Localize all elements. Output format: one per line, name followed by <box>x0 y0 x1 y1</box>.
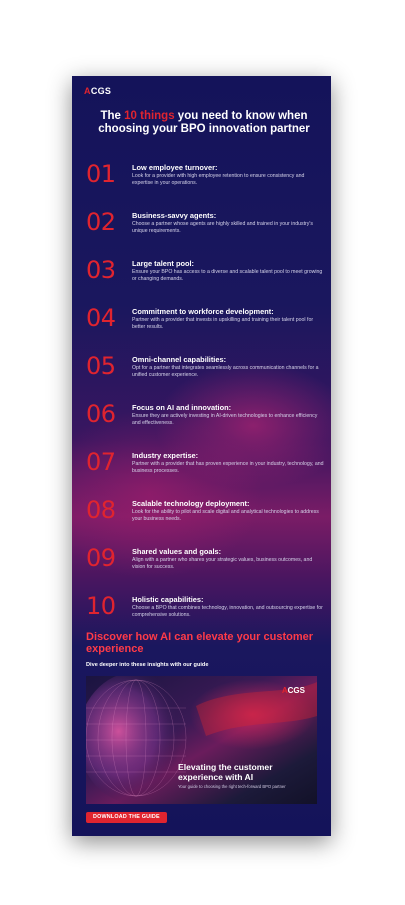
item-number: 03 <box>86 256 116 284</box>
item-description: Align with a partner who shares your strategic values, business outcomes, and vision for success. <box>132 557 313 570</box>
list-item <box>86 210 322 254</box>
list-item <box>86 546 322 590</box>
list-item <box>86 162 322 206</box>
item-number: 09 <box>86 544 116 572</box>
list-item <box>86 258 322 302</box>
item-description: Choose a BPO that combines technology, innovation, and outsourcing expertise for comprehensive solutions. <box>132 605 323 618</box>
item-number: 06 <box>86 400 116 428</box>
list-item <box>86 354 322 398</box>
list-item <box>86 450 322 494</box>
item-number: 04 <box>86 304 116 332</box>
item-number: 05 <box>86 352 116 380</box>
item-description: Partner with a provider that invests in upskilling and training their talent pool for better results. <box>132 317 314 330</box>
item-title: Large talent pool: <box>132 259 195 268</box>
item-title: Scalable technology deployment: <box>132 499 250 508</box>
item-description: Look for a provider with high employee retention to ensure consistency and expertise in your operations. <box>132 173 305 186</box>
guide-cover-image[interactable] <box>86 676 317 804</box>
item-description: Partner with a provider that has proven experience in your industry, technology, and business processes. <box>132 461 324 474</box>
item-description: Choose a partner whose agents are highly skilled and trained in your industry's unique requirements. <box>132 221 313 234</box>
item-title: Shared values and goals: <box>132 547 222 556</box>
guide-logo: ACGS <box>281 686 305 695</box>
list-item <box>86 306 322 350</box>
item-number: 01 <box>86 160 116 188</box>
item-description: Opt for a partner that integrates seamlessly across communication channels for a unified customer experience. <box>132 365 319 378</box>
guide-title: Elevating the customer experience with AI <box>178 762 273 782</box>
item-number: 08 <box>86 496 116 524</box>
item-title: Business-savvy agents: <box>132 211 217 220</box>
item-title: Holistic capabilities: <box>132 595 204 604</box>
item-description: Look for the ability to pilot and scale digital and analytical technologies to address your business needs. <box>132 509 319 522</box>
title-highlight: 10 things <box>124 110 175 122</box>
item-number: 10 <box>86 592 116 620</box>
page-title: The 10 things you need to know when choosing your BPO innovation partner <box>98 110 310 135</box>
item-description: Ensure your BPO has access to a diverse and scalable talent pool to meet growing or changing demands. <box>132 269 323 282</box>
item-title: Omni-channel capabilities: <box>132 355 227 364</box>
list-item <box>86 498 322 542</box>
cta-heading: Discover how AI can elevate your customer experience <box>86 631 314 655</box>
cta-subheading: Dive deeper into these insights with our guide <box>86 662 209 668</box>
guide-subtitle: Your guide to choosing the right tech-forward BPO partner <box>178 784 286 789</box>
acgs-logo: ACGS <box>84 86 112 96</box>
item-title: Industry expertise: <box>132 451 199 460</box>
download-guide-button[interactable]: DOWNLOAD THE GUIDE <box>86 812 167 823</box>
item-title: Focus on AI and innovation: <box>132 403 232 412</box>
item-description: Ensure they are actively investing in AI-driven technologies to enhance efficiency and effectiveness. <box>132 413 318 426</box>
item-number: 07 <box>86 448 116 476</box>
list-item <box>86 402 322 446</box>
item-title: Low employee turnover: <box>132 163 218 172</box>
item-number: 02 <box>86 208 116 236</box>
infographic-card <box>72 76 331 836</box>
item-title: Commitment to workforce development: <box>132 307 274 316</box>
